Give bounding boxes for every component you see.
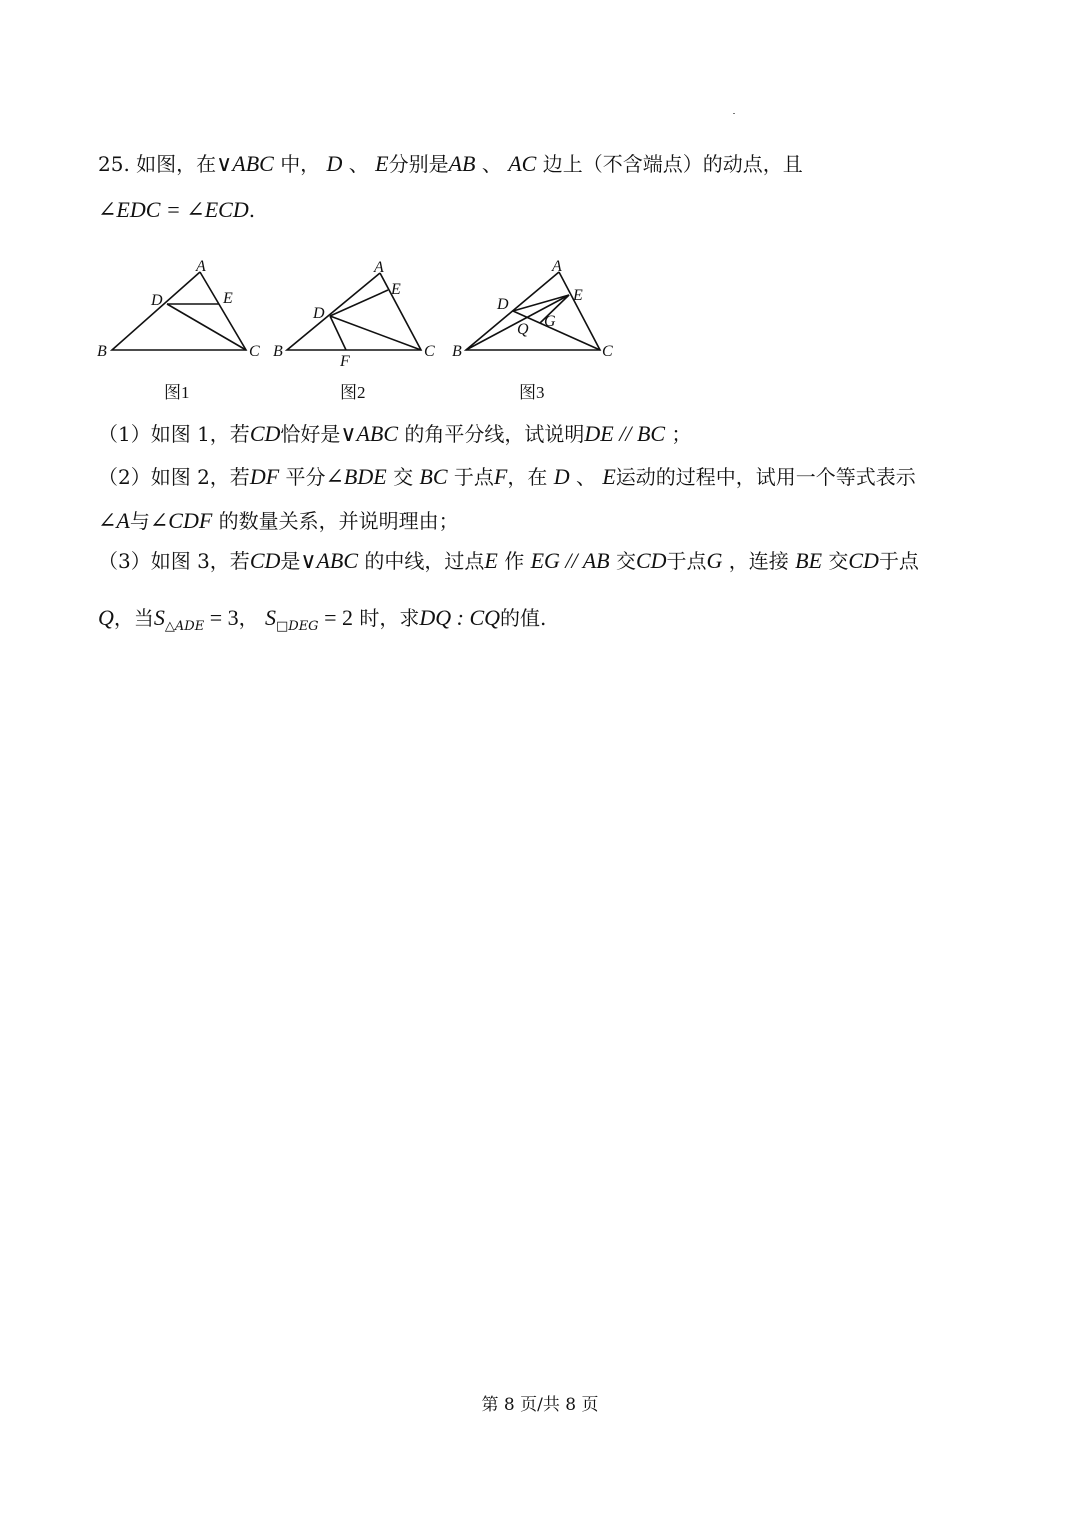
- figures: [0, 255, 1080, 375]
- page-footer: 第 8 页/共 8 页: [481, 1395, 599, 1415]
- part-2-line-1: （2）如图 2，若DF 平分∠BDE 交 BC 于点F，在 D 、 E运动的过程中，试用一个等式表示: [98, 464, 916, 489]
- fig2-point-f: F: [340, 353, 350, 370]
- fig3-point-e: E: [573, 287, 583, 304]
- stray-mark: [733, 113, 735, 114]
- figure-3-caption: 图3: [519, 383, 545, 402]
- part-1: （1）如图 1，若CD恰好是∨ABC 的角平分线，试说明DE // BC ；: [98, 421, 692, 446]
- fig3-point-q: Q: [517, 321, 529, 338]
- fig2-point-c: C: [424, 343, 435, 360]
- fig3-point-c: C: [602, 343, 613, 360]
- part-2-line-2: ∠A与∠CDF 的数量关系，并说明理由；: [98, 508, 459, 533]
- figure-3-lines: [466, 272, 600, 350]
- figure-2-lines: [287, 273, 421, 350]
- fig2-point-a: A: [374, 259, 384, 276]
- fig1-point-b: B: [97, 343, 107, 360]
- fig1-point-a: A: [196, 258, 206, 275]
- figure-1-lines: [112, 272, 246, 350]
- question-number: 25.: [98, 152, 130, 176]
- part-3-line-1: （3）如图 3，若CD是∨ABC 的中线，过点E 作 EG // AB 交CD于点G ，连接 BE 交CD于点: [98, 548, 919, 573]
- fig3-point-d: D: [497, 296, 509, 313]
- fig3-point-a: A: [552, 258, 562, 275]
- part-3-line-2: Q，当$S_{\triangle ADE} = 3$， $S_{□DEG} = 2$ 时，求DQ : CQ的值.: [98, 605, 547, 634]
- fig2-point-b: B: [273, 343, 283, 360]
- fig2-point-e: E: [391, 281, 401, 298]
- fig2-point-d: D: [313, 305, 325, 322]
- fig3-point-b: B: [452, 343, 462, 360]
- question-condition: ∠EDC = ∠ECD.: [98, 197, 256, 222]
- figure-1-caption: 图1: [164, 383, 190, 402]
- fig3-point-g: G: [544, 313, 556, 330]
- fig1-point-d: D: [151, 292, 163, 309]
- fig1-point-c: C: [249, 343, 260, 360]
- figure-2-caption: 图2: [340, 383, 366, 402]
- question-stem-line-1: 25. 如图，在∨ABC 中， D 、 E分别是AB 、 AC 边上（不含端点）的动点，且: [98, 151, 803, 176]
- fig1-point-e: E: [223, 290, 233, 307]
